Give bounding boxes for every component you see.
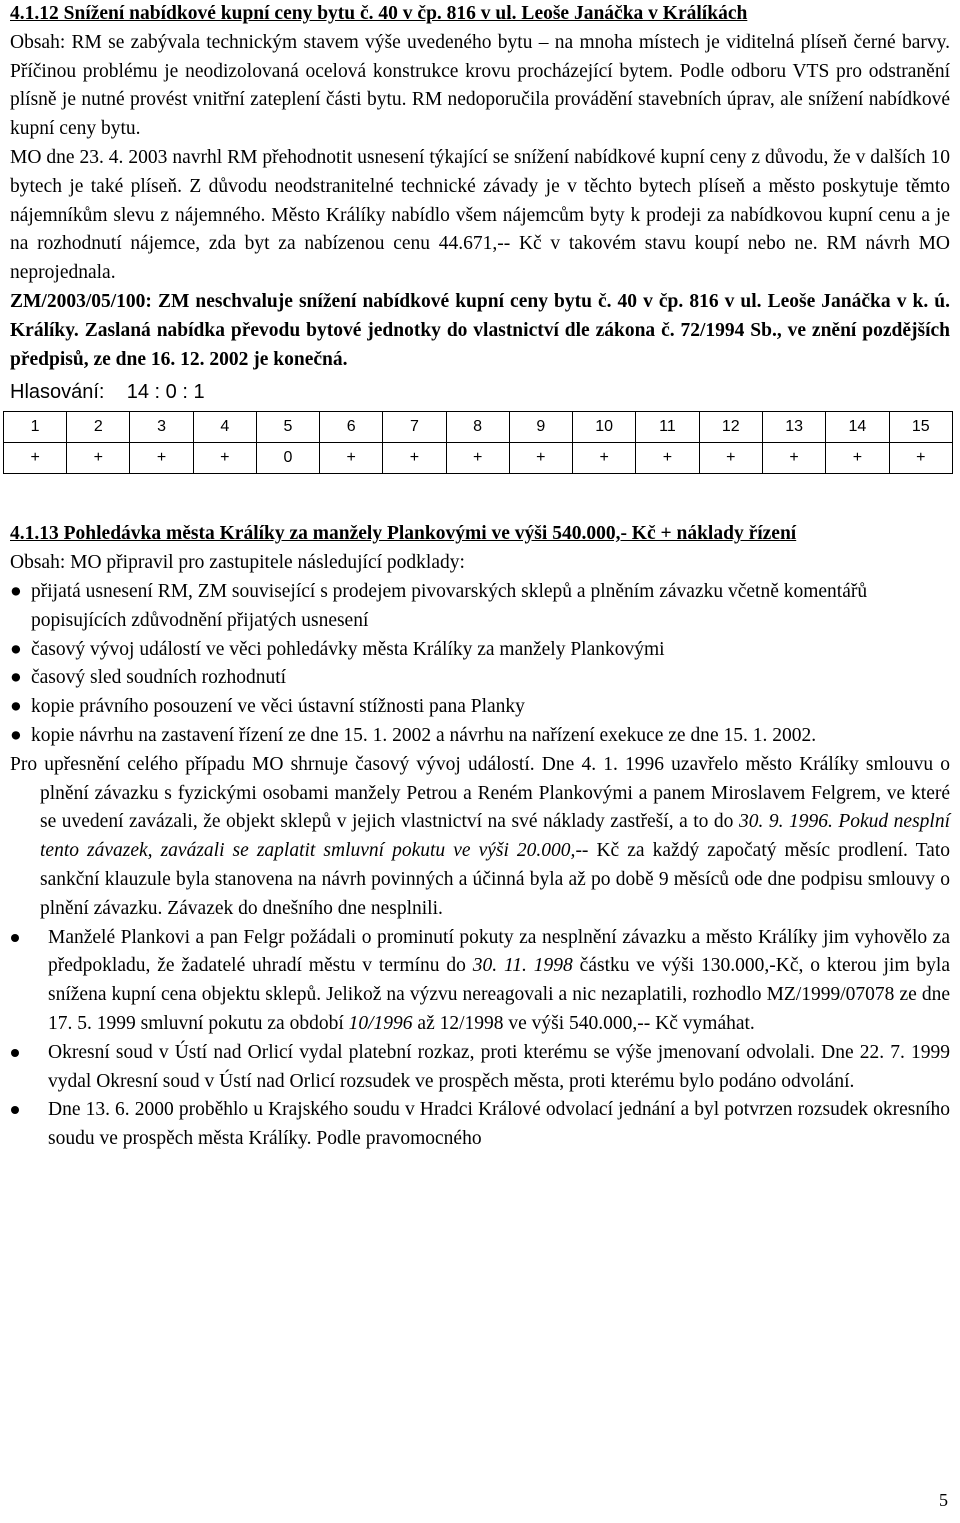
bullet-icon: ● <box>10 696 22 718</box>
list-item <box>10 578 950 636</box>
section-heading-4-1-13: 4.1.13 Pohledávka města Králíky za manžely Plankovými ve výši 540.000,- Kč + náklady řízení <box>10 523 797 545</box>
section-2-intro: Obsah: MO připravil pro zastupitele následující podklady: <box>10 552 465 574</box>
vote-mark-cell: + <box>699 443 762 474</box>
vote-number-cell: 13 <box>762 412 825 443</box>
list-item <box>10 1096 950 1154</box>
list-item-italic: 30. 11. 1998 <box>472 955 573 977</box>
vote-number-cell: 15 <box>889 412 952 443</box>
bullet-icon: ● <box>10 580 22 602</box>
vote-number-cell: 7 <box>383 412 446 443</box>
vote-mark-cell: + <box>130 443 193 474</box>
vote-number-cell: 2 <box>67 412 130 443</box>
vote-mark-cell: + <box>67 443 130 474</box>
list-item <box>10 636 950 665</box>
bullet-dot-icon <box>11 934 19 942</box>
vote-mark-cell: + <box>572 443 635 474</box>
vote-mark-cell: + <box>826 443 889 474</box>
vote-mark-cell: + <box>4 443 67 474</box>
vote-number-cell: 12 <box>699 412 762 443</box>
timeline-text-italic: 30. 9. 1996. Pokud nesplní tento závazek, zavázali se zaplatit smluvní pokutu ve výši 20.000, <box>40 811 950 862</box>
section-1-paragraph-1: Obsah: RM se zabývala technickým stavem výše uvedeného bytu – na mnoha místech je viditelná plíseň černé barvy. Příčinou problému je neodizolovaná ocelová konstrukce krovu procházející bytem. Podle odboru VTS pro odstranění plísně je nutné provést vnitřní zateplení části bytu. RM nedoporučila provádění stavebních úprav, ale snížení nabídkové kupní ceny bytu. <box>10 31 950 140</box>
list-item <box>10 693 950 722</box>
vote-number-cell: 9 <box>509 412 572 443</box>
vote-number-cell: 3 <box>130 412 193 443</box>
page-number: 5 <box>939 1490 948 1510</box>
list-item-text: Dne 13. 6. 2000 proběhlo u Krajského soudu v Hradci Králové odvolací jednání a byl potvrzen rozsudek okresního soudu ve prospěch města Králíky. Podle pravomocného <box>48 1099 950 1150</box>
vote-mark-cell: + <box>383 443 446 474</box>
vote-number-cell: 6 <box>320 412 383 443</box>
vote-mark-cell: + <box>320 443 383 474</box>
list-item-text: časový sled soudních rozhodnutí <box>31 667 287 689</box>
vote-number-cell: 11 <box>636 412 699 443</box>
bullet-dot-icon <box>11 1106 19 1114</box>
section-1-paragraph-2: MO dne 23. 4. 2003 navrhl RM přehodnotit usnesení týkající se snížení nabídkové kupní ceny z důvodu, že v dalších 10 bytech je také plíseň. Z důvodu neodstranitelné technické závady je v těchto bytech plíseň a město poskytuje těmto nájemníkům slevu z nájemného. Město Králíky nabídlo všem nájemcům byty k prodeji za nabídkovou kupní cenu a je na rozhodnutí nájemce, zda byt za nabízenou cenu 44.671,-- Kč v takovém stavu koupí nebo ne. RM návrh MO neprojednala. <box>10 146 950 284</box>
vote-number-cell: 4 <box>193 412 256 443</box>
timeline-text-end: -- Kč za každý započatý měsíc prodlení. Tato sankční klauzule byla stanovena na návrh povinných a účinná byla až po době 9 měsíců ode dne podpisu smlouvy o plnění závazku. Závazek do dnešního dne nesplnili. <box>40 840 950 919</box>
vote-number-cell: 14 <box>826 412 889 443</box>
list-item-text: Manželé Plankovi a pan Felgr požádali o prominutí pokuty za nesplnění závazku a město Králíky jim vyhovělo za předpokladu, že žadatelé uhradí městu v termínu do <box>48 926 950 977</box>
vote-number-cell: 10 <box>572 412 635 443</box>
vote-table <box>3 411 953 474</box>
section-gap <box>10 474 950 520</box>
bullet-dot-icon <box>11 1049 19 1057</box>
list-item <box>10 722 950 751</box>
list-item-italic: 10/1996 <box>348 1012 413 1034</box>
bullet-icon: ● <box>10 724 22 746</box>
vote-mark-cell: + <box>762 443 825 474</box>
list-item-text: kopie návrhu na zastavení řízení ze dne 15. 1. 2002 a návrhu na nařízení exekuce ze dne 15. 1. 2002. <box>31 724 817 746</box>
vote-number-cell: 8 <box>446 412 509 443</box>
vote-label: Hlasování: <box>10 381 105 404</box>
list-item-text: až 12/1998 ve výši 540.000,-- Kč vymáhat. <box>412 1012 755 1034</box>
vote-number-row <box>4 412 953 443</box>
list-item-text: kopie právního posouzení ve věci ústavní stížnosti pana Planky <box>31 696 525 718</box>
list-item-text: částku ve výši 130.000,-Kč, o kterou jim byla snížena kupní cena objektu sklepů. Jelikož na výzvu nereagovali a nic nezaplatili, rozhodlo MZ/1999/07078 ze dne 17. 5. 1999 smluvní pokutu za období <box>48 955 950 1034</box>
list-item-text: časový vývoj událostí ve věci pohledávky města Králíky za manžely Plankovými <box>31 638 665 660</box>
vote-number-cell: 5 <box>256 412 319 443</box>
timeline-text-start: Pro upřesnění celého případu MO shrnuje časový vývoj událostí. Dne 4. 1. 1996 uzavřelo město Králíky smlouvu o plnění závazku s fyzickými osobami manžely Petrou a Reném Plankovými a panem Miroslavem Felgrem, ve které se uvedení zavázali, že objekt sklepů v jejich vlastnictví na své náklady zastřeší, a to do <box>10 753 950 833</box>
vote-mark-cell: + <box>446 443 509 474</box>
list-item-text: přijatá usnesení RM, ZM související s prodejem pivovarských sklepů a plněním závazku včetně komentářů popisujících zdůvodnění přijatých usnesení <box>31 580 868 631</box>
list-item-text: Okresní soud v Ústí nad Orlicí vydal platební rozkaz, proti kterému se výše jmenovaní odvolali. Dne 22. 7. 1999 vydal Okresní soud v Ústí nad Orlicí rozsudek ve prospěch města, proti kterému bylo podáno odvolání. <box>48 1041 950 1092</box>
list-item <box>10 664 950 693</box>
timeline-paragraph <box>10 751 950 924</box>
vote-result: 14 : 0 : 1 <box>126 381 205 404</box>
vote-mark-cell: + <box>636 443 699 474</box>
vote-summary <box>10 378 950 406</box>
vote-mark-cell: 0 <box>256 443 319 474</box>
list-item <box>10 1039 950 1097</box>
vote-mark-cell: + <box>889 443 952 474</box>
list-item <box>10 924 950 1039</box>
document-page <box>10 0 950 1154</box>
vote-mark-row <box>4 443 953 474</box>
vote-number-cell: 1 <box>4 412 67 443</box>
section-heading-4-1-12: 4.1.12 Snížení nabídkové kupní ceny bytu č. 40 v čp. 816 v ul. Leoše Janáčka v Králíkách <box>10 3 748 24</box>
vote-mark-cell: + <box>509 443 572 474</box>
bullet-icon: ● <box>10 638 22 660</box>
bullet-icon: ● <box>10 667 22 689</box>
vote-mark-cell: + <box>193 443 256 474</box>
resolution-text: ZM/2003/05/100: ZM neschvaluje snížení nabídkové kupní ceny bytu č. 40 v čp. 816 v ul. Leoše Janáčka v k. ú. Králíky. Zaslaná nabídka převodu bytové jednotky do vlastnictví dle zákona č. 72/1994 Sb., ve znění pozdějších předpisů, ze dne 16. 12. 2002 je konečná. <box>10 290 950 370</box>
